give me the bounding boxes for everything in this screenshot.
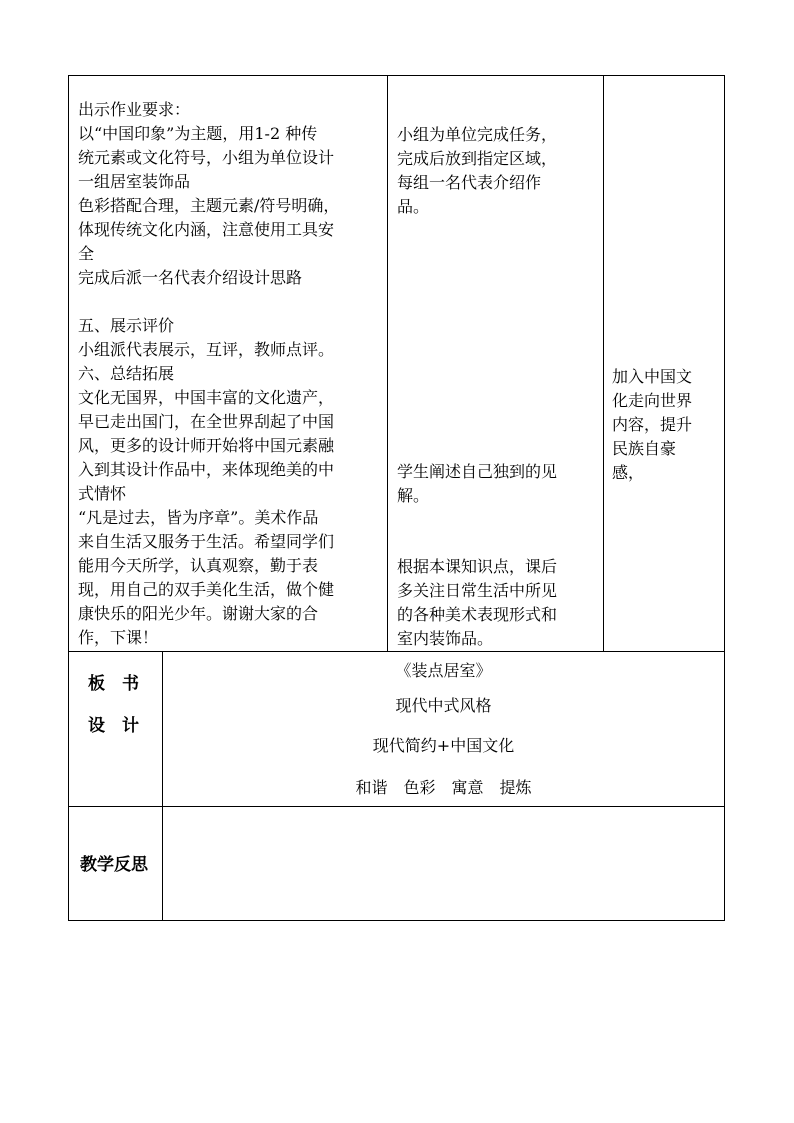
activity-text-line: 入到其设计作品中，来体现绝美的中: [78, 460, 335, 479]
activity-text-line: 六、总结拓展: [78, 364, 175, 383]
student-text-line: 多关注日常生活中所见: [397, 581, 558, 600]
board-title: 《装点居室》: [395, 661, 492, 680]
student-text-line: 品。: [397, 197, 430, 216]
activity-text-line: 小组派代表展示，互评，教师点评。: [78, 340, 335, 359]
activity-text-line: 作，下课！: [78, 628, 159, 647]
board-design-label: [88, 663, 139, 747]
intent-text-line: 内容，提升: [612, 415, 693, 434]
activity-text-line: 早已走出国门，在全世界刮起了中国: [78, 412, 335, 431]
student-activity-block-1: [397, 123, 557, 219]
board-line-1: 现代中式风格: [395, 696, 492, 715]
activity-text-line: 全: [78, 244, 95, 263]
student-text-line: 的各种美术表现形式和: [397, 605, 558, 624]
activity-text-line: 出示作业要求：: [78, 100, 191, 119]
activity-text-line: 完成后派一名代表介绍设计思路: [78, 268, 303, 287]
student-text-line: 每组一名代表介绍作: [397, 173, 542, 192]
student-text-line: 室内装饰品。: [397, 629, 494, 648]
activity-text-line: 统元素或文化符号，小组为单位设计: [78, 148, 335, 167]
activity-text-line: 式情怀: [78, 484, 127, 503]
table-divider: [603, 75, 604, 652]
student-text-line: 小组为单位完成任务，: [397, 125, 558, 144]
table-divider: [387, 75, 388, 652]
board-label-line2: 设 计: [88, 716, 139, 736]
board-line-3: 和谐 色彩 寓意 提炼: [355, 778, 532, 797]
student-text-line: 根据本课知识点，课后: [397, 557, 558, 576]
intent-text-line: 加入中国文: [612, 367, 693, 386]
activity-text-line: 现，用自己的双手美化生活，做个健: [78, 580, 335, 599]
table-divider: [68, 806, 725, 807]
table-divider: [68, 651, 725, 652]
activity-text-line: 五、展示评价: [78, 316, 175, 335]
activity-text-line: 文化无国界，中国丰富的文化遗产，: [78, 388, 335, 407]
intent-text-line: 感，: [612, 463, 645, 482]
activity-text-line: 体现传统文化内涵，注意使用工具安: [78, 220, 335, 239]
intent-text-line: 化走向世界: [612, 391, 693, 410]
student-activity-block-2: [397, 460, 557, 508]
activity-text-line: 色彩搭配合理，主题元素/符号明确，: [78, 196, 340, 215]
activity-text-line: [78, 290, 339, 314]
intent-text-line: 民族自豪: [612, 439, 677, 458]
activity-text-line: 以“中国印象”为主题，用1-2 种传: [78, 124, 318, 143]
activity-text-line: 一组居室装饰品: [78, 172, 191, 191]
student-text-line: 学生阐述自己独到的见: [397, 462, 558, 481]
design-intent-cell: [612, 365, 692, 485]
student-activity-block-3: [397, 555, 557, 651]
activity-text-line: 能用今天所学，认真观察，勤于表: [78, 556, 319, 575]
activity-text-line: 风，更多的设计师开始将中国元素融: [78, 436, 335, 455]
board-line-2: 现代简约+中国文化: [372, 736, 515, 755]
teaching-activity-cell: [78, 98, 339, 650]
board-label-line1: 板 书: [88, 674, 139, 694]
student-text-line: 完成后放到指定区域，: [397, 149, 558, 168]
activity-text-line: 康快乐的阳光少年。谢谢大家的合: [78, 604, 319, 623]
activity-text-line: 来自生活又服务于生活。希望同学们: [78, 532, 335, 551]
student-text-line: 解。: [397, 486, 430, 505]
reflection-label: 教学反思: [80, 855, 148, 875]
activity-text-line: “凡是过去，皆为序章”。美术作品: [78, 508, 319, 527]
